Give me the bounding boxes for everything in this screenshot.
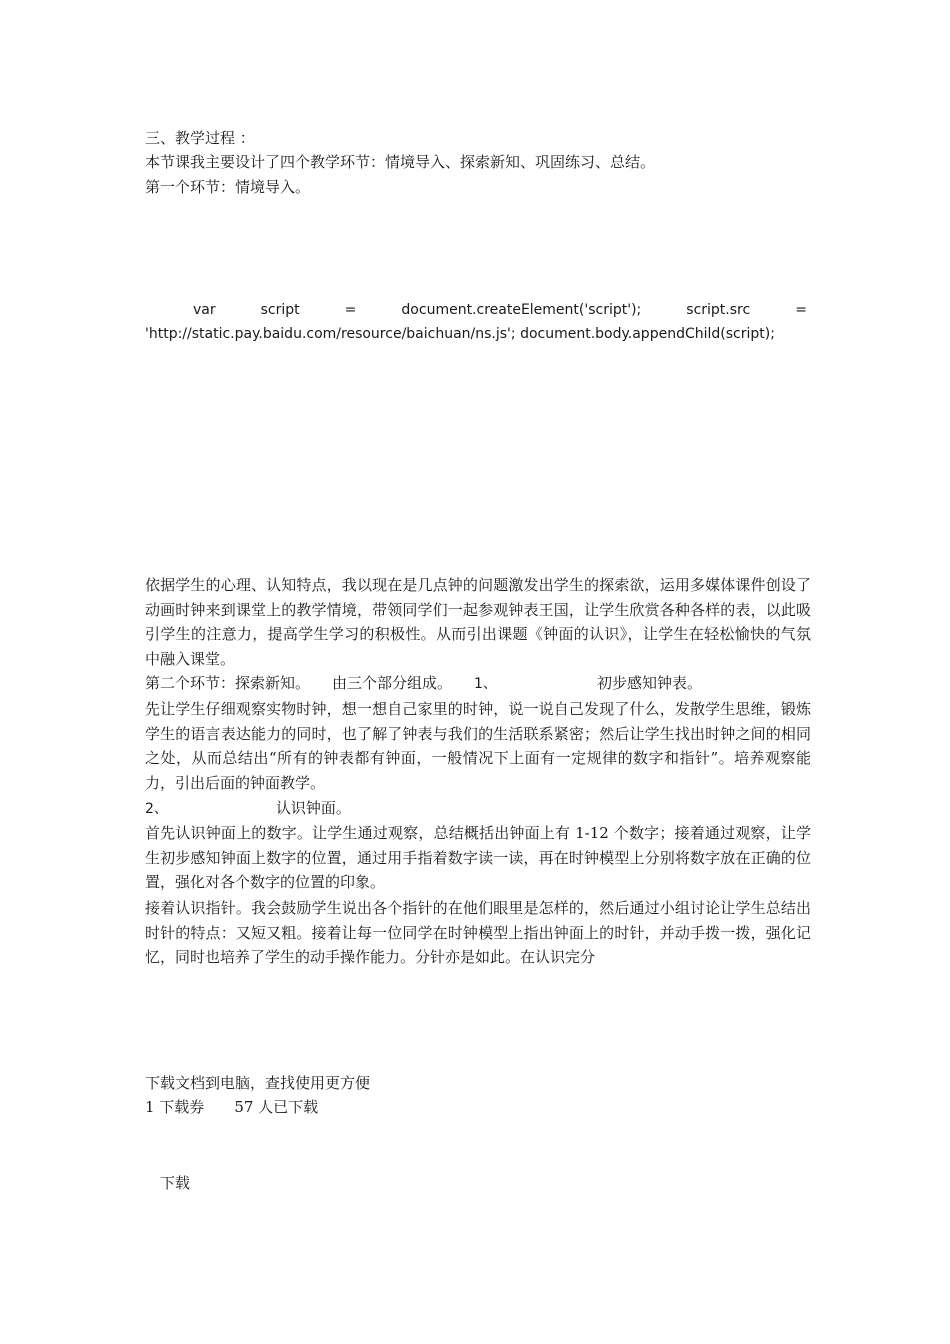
code-token: document.createElement('script'); <box>401 302 642 318</box>
code-token: var <box>193 302 216 318</box>
part2-number: 2、 <box>145 801 168 817</box>
intro-text: 本节课我主要设计了四个教学环节：情境导入、探索新知、巩固练习、总结。 <box>145 153 656 171</box>
script-snippet <box>145 298 807 346</box>
step2-line <box>145 673 702 694</box>
paragraph-situation: 依据学生的心理、认知特点，我以现在是几点钟的问题激发出学生的探索欲，运用多媒体课件创设了动画时钟来到课堂上的教学情境，带领同学们一起参观钟表王国，让学生欣赏各种各样的表，以此吸引学生的注意力，提高学生学习的积极性。从而引出课题《钟面的认识》，让学生在轻松愉快的气氛中融入课堂。 <box>145 576 811 668</box>
download-button[interactable]: 下载 <box>150 1170 200 1196</box>
step2-parts: 由三个部分组成。 <box>332 674 453 692</box>
download-cost: 1 下载券 <box>145 1098 205 1116</box>
part2-title: 认识钟面。 <box>275 799 351 817</box>
step2-title: 第二个环节：探索新知。 <box>145 674 311 692</box>
paragraph-hands: 接着认识指针。我会鼓励学生说出各个指针的在他们眼里是怎样的，然后通过小组讨论让学生总结出时针的特点：又短又粗。接着让每一位同学在时钟模型上指出钟面上的时针，并动手拨一拨，强化记忆，同时也培养了学生的动手操作能力。分针亦是如此。在认识完分 <box>145 899 811 967</box>
step1-title: 第一个环节：情境导入。 <box>145 178 311 196</box>
step2-subtitle: 初步感知钟表。 <box>596 674 702 692</box>
paragraph-numbers: 首先认识钟面上的数字。让学生通过观察，总结概括出钟面上有 1-12 个数字；接着通过观察，让学生初步感知钟面上数字的位置，通过用手指着数字读一读，再在时钟模型上分别将数字放在正确的位置，强化对各个数字的位置的印象。 <box>145 824 811 892</box>
script-line-1 <box>145 298 807 322</box>
section-heading: 三、教学过程 ： <box>145 129 255 147</box>
script-line-2: 'http://static.pay.baidu.com/resource/baichuan/ns.js'; document.body.appendChild(script); <box>145 326 775 342</box>
code-token: = <box>344 302 357 318</box>
part2-line <box>145 798 351 819</box>
paragraph-observe: 先让学生仔细观察实物时钟，想一想自己家里的时钟，说一说自己发现了什么，发散学生思维，锻炼学生的语言表达能力的同时，也了解了钟表与我们的生活联系紧密；然后让学生找出时钟之间的相同之处，从而总结出“所有的钟表都有钟面，一般情况下上面有一定规律的数字和指针”。培养观察能力，引出后面的钟面教学。 <box>145 700 811 792</box>
code-token: = <box>795 302 807 318</box>
download-stats <box>145 1097 318 1117</box>
step2-number: 1、 <box>474 676 497 692</box>
download-count: 57 人已下载 <box>234 1098 319 1116</box>
code-token: script.src <box>686 302 751 318</box>
code-token: script <box>260 302 300 318</box>
download-prompt: 下载文档到电脑，查找使用更方便 <box>145 1074 371 1092</box>
